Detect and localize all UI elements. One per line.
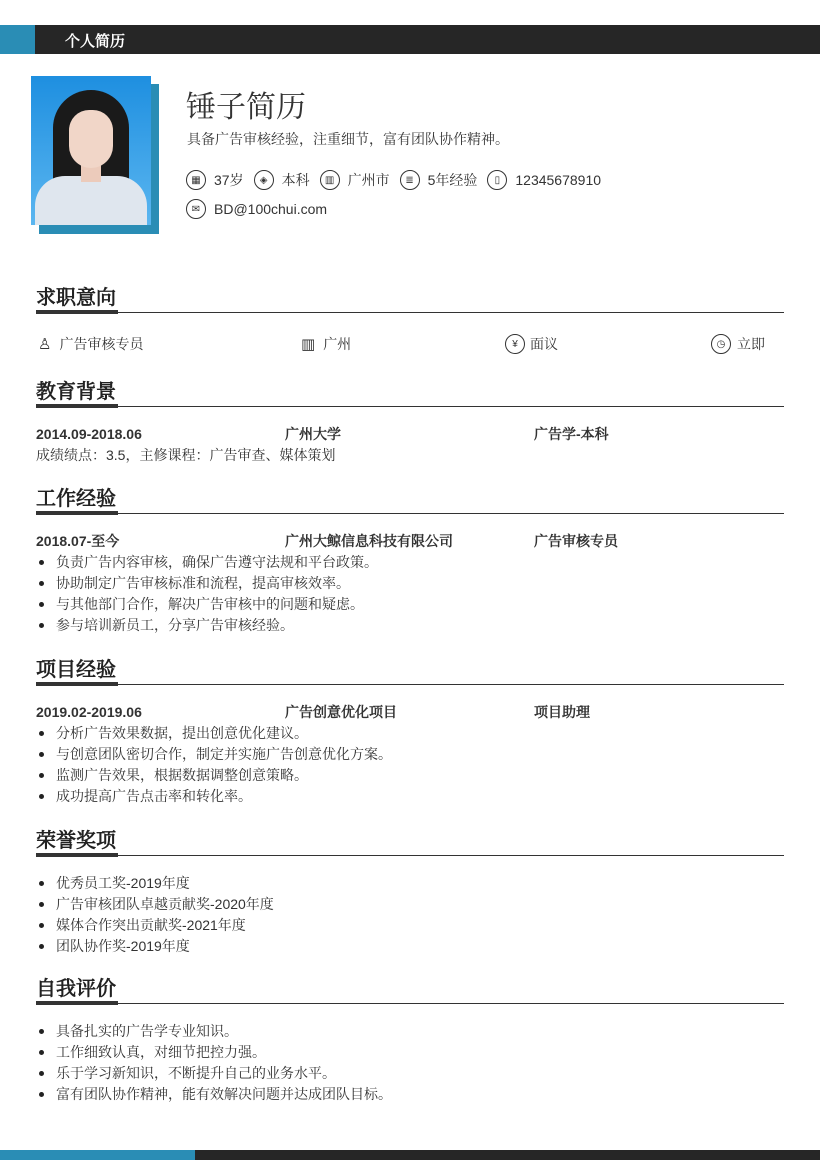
list-item: 富有团队协作精神，能有效解决问题并达成团队目标。 [36,1084,784,1105]
section-intent [36,284,784,355]
section-divider [36,406,784,407]
header-accent [0,25,35,54]
phone: 12345678910 [515,172,602,188]
clock-icon: ◷ [711,334,731,354]
building-icon: ▥ [301,336,316,353]
list-item: 协助制定广告审核标准和流程，提高审核效率。 [36,573,784,594]
project-role: 项目助理 [534,704,590,720]
list-item: 与其他部门合作，解决广告审核中的问题和疑虑。 [36,594,784,615]
intent-salary: 面议 [530,336,558,352]
section-divider [36,684,784,685]
list-item: 监测广告效果，根据数据调整创意策略。 [36,765,784,786]
work-role: 广告审核专员 [534,533,618,549]
phone-icon: ▯ [487,170,507,190]
intent-city: 广州 [323,336,352,352]
experience: 5年经验 [427,172,478,188]
section-title: 工作经验 [36,488,116,510]
section-honors [36,827,784,957]
project-name: 广告创意优化项目 [285,704,397,720]
list-item: 优秀员工奖-2019年度 [36,873,784,894]
email[interactable]: BD@100chui.com [214,201,328,217]
list-item: 广告审核团队卓越贡献奖-2020年度 [36,894,784,915]
list-item: 乐于学习新知识，不断提升自己的业务水平。 [36,1063,784,1084]
edu-school: 广州大学 [285,426,341,442]
candidate-name: 锤子简历 [186,91,306,124]
header-bar [0,25,820,54]
list-item: 具备扎实的广告学专业知识。 [36,1021,784,1042]
footer-accent [0,1150,195,1160]
section-project [36,656,784,807]
section-title: 荣誉奖项 [36,830,116,852]
section-divider [36,312,784,313]
intent-availability: 立即 [737,336,765,352]
intent-position: 广告审核专员 [59,336,144,352]
building-icon: ▥ [320,170,340,190]
list-item: 成功提高广告点击率和转化率。 [36,786,784,807]
section-divider [36,855,784,856]
edu-major: 广告学-本科 [534,426,609,442]
list-item: 负责广告内容审核，确保广告遵守法规和平台政策。 [36,552,784,573]
section-divider [36,513,784,514]
document-icon: ≣ [400,170,420,190]
yen-icon: ¥ [505,334,525,354]
profile-photo [31,76,151,225]
tie-icon: ♙ [38,336,52,353]
calendar-icon: ▦ [186,170,206,190]
project-period: 2019.02-2019.06 [36,704,142,720]
graduation-cap-icon: ◈ [254,170,274,190]
section-title: 教育背景 [36,381,116,403]
section-title: 求职意向 [36,287,116,309]
work-company: 广州大鲸信息科技有限公司 [285,533,453,549]
contact-row [186,199,337,219]
list-item: 媒体合作突出贡献奖-2021年度 [36,915,784,936]
edu-period: 2014.09-2018.06 [36,426,142,442]
list-item: 与创意团队密切合作，制定并实施广告创意优化方案。 [36,744,784,765]
edu-detail: 成绩绩点：3.5，主修课程：广告审查、媒体策划 [36,447,336,463]
list-item: 参与培训新员工，分享广告审核经验。 [36,615,784,636]
list-item: 团队协作奖-2019年度 [36,936,784,957]
basic-info-row [186,170,611,190]
mail-icon: ✉ [186,199,206,219]
work-period: 2018.07-至今 [36,533,120,549]
candidate-motto: 具备广告审核经验，注重细节，富有团队协作精神。 [187,131,509,147]
section-work [36,485,784,636]
degree: 本科 [281,172,310,188]
section-divider [36,1003,784,1004]
list-item: 分析广告效果数据，提出创意优化建议。 [36,723,784,744]
section-education [36,378,784,466]
footer-bar [0,1150,820,1160]
city: 广州市 [347,172,390,188]
section-self-evaluation [36,975,784,1105]
section-title: 自我评价 [36,978,116,1000]
list-item: 工作细致认真，对细节把控力强。 [36,1042,784,1063]
section-title: 项目经验 [36,659,116,681]
header-title: 个人简历 [65,33,126,50]
age: 37岁 [214,172,244,188]
